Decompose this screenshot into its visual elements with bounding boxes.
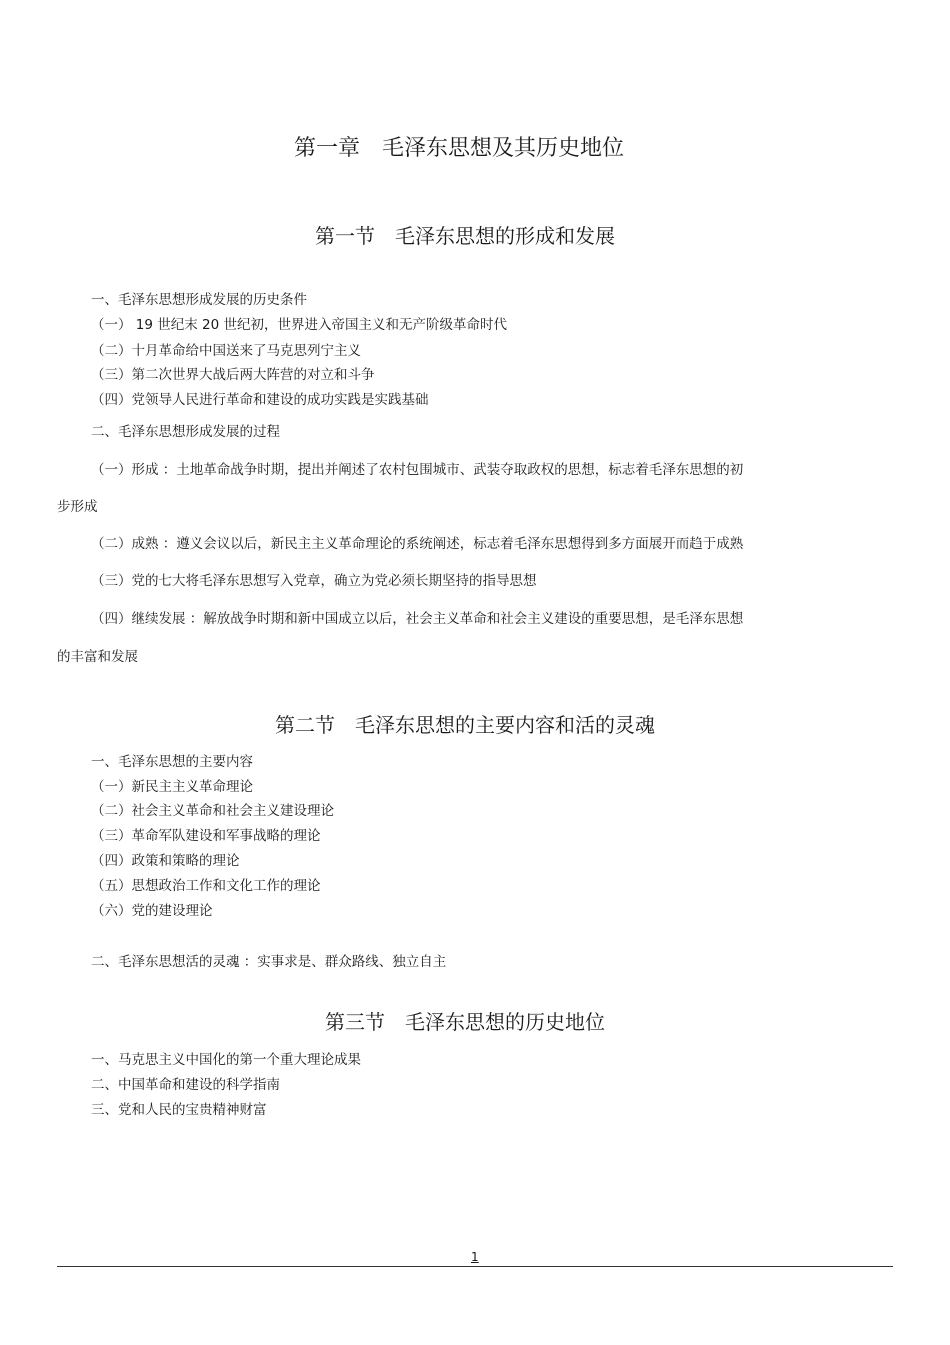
list-item: （四）政策和策略的理论 xyxy=(91,853,240,869)
list-item: 二、中国革命和建设的科学指南 xyxy=(91,1077,280,1093)
section-2-title: 第二节 毛泽东思想的主要内容和活的灵魂 xyxy=(275,713,655,737)
page-number: 1 xyxy=(471,1250,479,1264)
section-1-title: 第一节 毛泽东思想的形成和发展 xyxy=(315,224,615,248)
list-item: （五）思想政治工作和文化工作的理论 xyxy=(91,878,321,894)
footer-divider xyxy=(57,1266,893,1267)
paragraph-line: 的丰富和发展 xyxy=(57,649,138,665)
list-item: （一）新民主主义革命理论 xyxy=(91,779,253,795)
list-item: （六）党的建设理论 xyxy=(91,903,213,919)
paragraph-line: （二）成熟 ：遵义会议以后，新民主主义革命理论的系统阐述，标志着毛泽东思想得到多方面展开而趋于成熟 xyxy=(91,536,744,552)
paragraph-line: （三）党的七大将毛泽东思想写入党章，确立为党必须长期坚持的指导思想 xyxy=(91,573,537,589)
paragraph-line: 步形成 xyxy=(57,499,98,515)
list-item: 一、马克思主义中国化的第一个重大理论成果 xyxy=(91,1052,361,1068)
paragraph-line: （一）形成 ：土地革命战争时期，提出并阐述了农村包围城市、武装夺取政权的思想，标志着毛泽东思想的初 xyxy=(91,462,744,478)
list-item: （一） 19 世纪末 20 世纪初，世界进入帝国主义和无产阶级革命时代 xyxy=(91,317,508,333)
section-2-heading-2: 二、毛泽东思想活的灵魂 ：实事求是、群众路线、独立自主 xyxy=(91,954,447,970)
section-3-title: 第三节 毛泽东思想的历史地位 xyxy=(325,1010,605,1034)
list-item: 三、党和人民的宝贵精神财富 xyxy=(91,1102,267,1118)
section-1-heading-2: 二、毛泽东思想形成发展的过程 xyxy=(91,424,280,440)
list-item: （三）革命军队建设和军事战略的理论 xyxy=(91,828,321,844)
list-item: （二）十月革命给中国送来了马克思列宁主义 xyxy=(91,343,361,359)
section-2-heading-1: 一、毛泽东思想的主要内容 xyxy=(91,754,253,770)
chapter-title: 第一章 毛泽东思想及其历史地位 xyxy=(293,136,624,161)
list-item: （三）第二次世界大战后两大阵营的对立和斗争 xyxy=(91,367,375,383)
section-1-heading-1: 一、毛泽东思想形成发展的历史条件 xyxy=(91,292,307,308)
paragraph-line: （四）继续发展 ：解放战争时期和新中国成立以后，社会主义革命和社会主义建设的重要思想，是毛泽东思想 xyxy=(91,611,744,627)
list-item: （二）社会主义革命和社会主义建设理论 xyxy=(91,803,334,819)
list-item: （四）党领导人民进行革命和建设的成功实践是实践基础 xyxy=(91,392,429,408)
